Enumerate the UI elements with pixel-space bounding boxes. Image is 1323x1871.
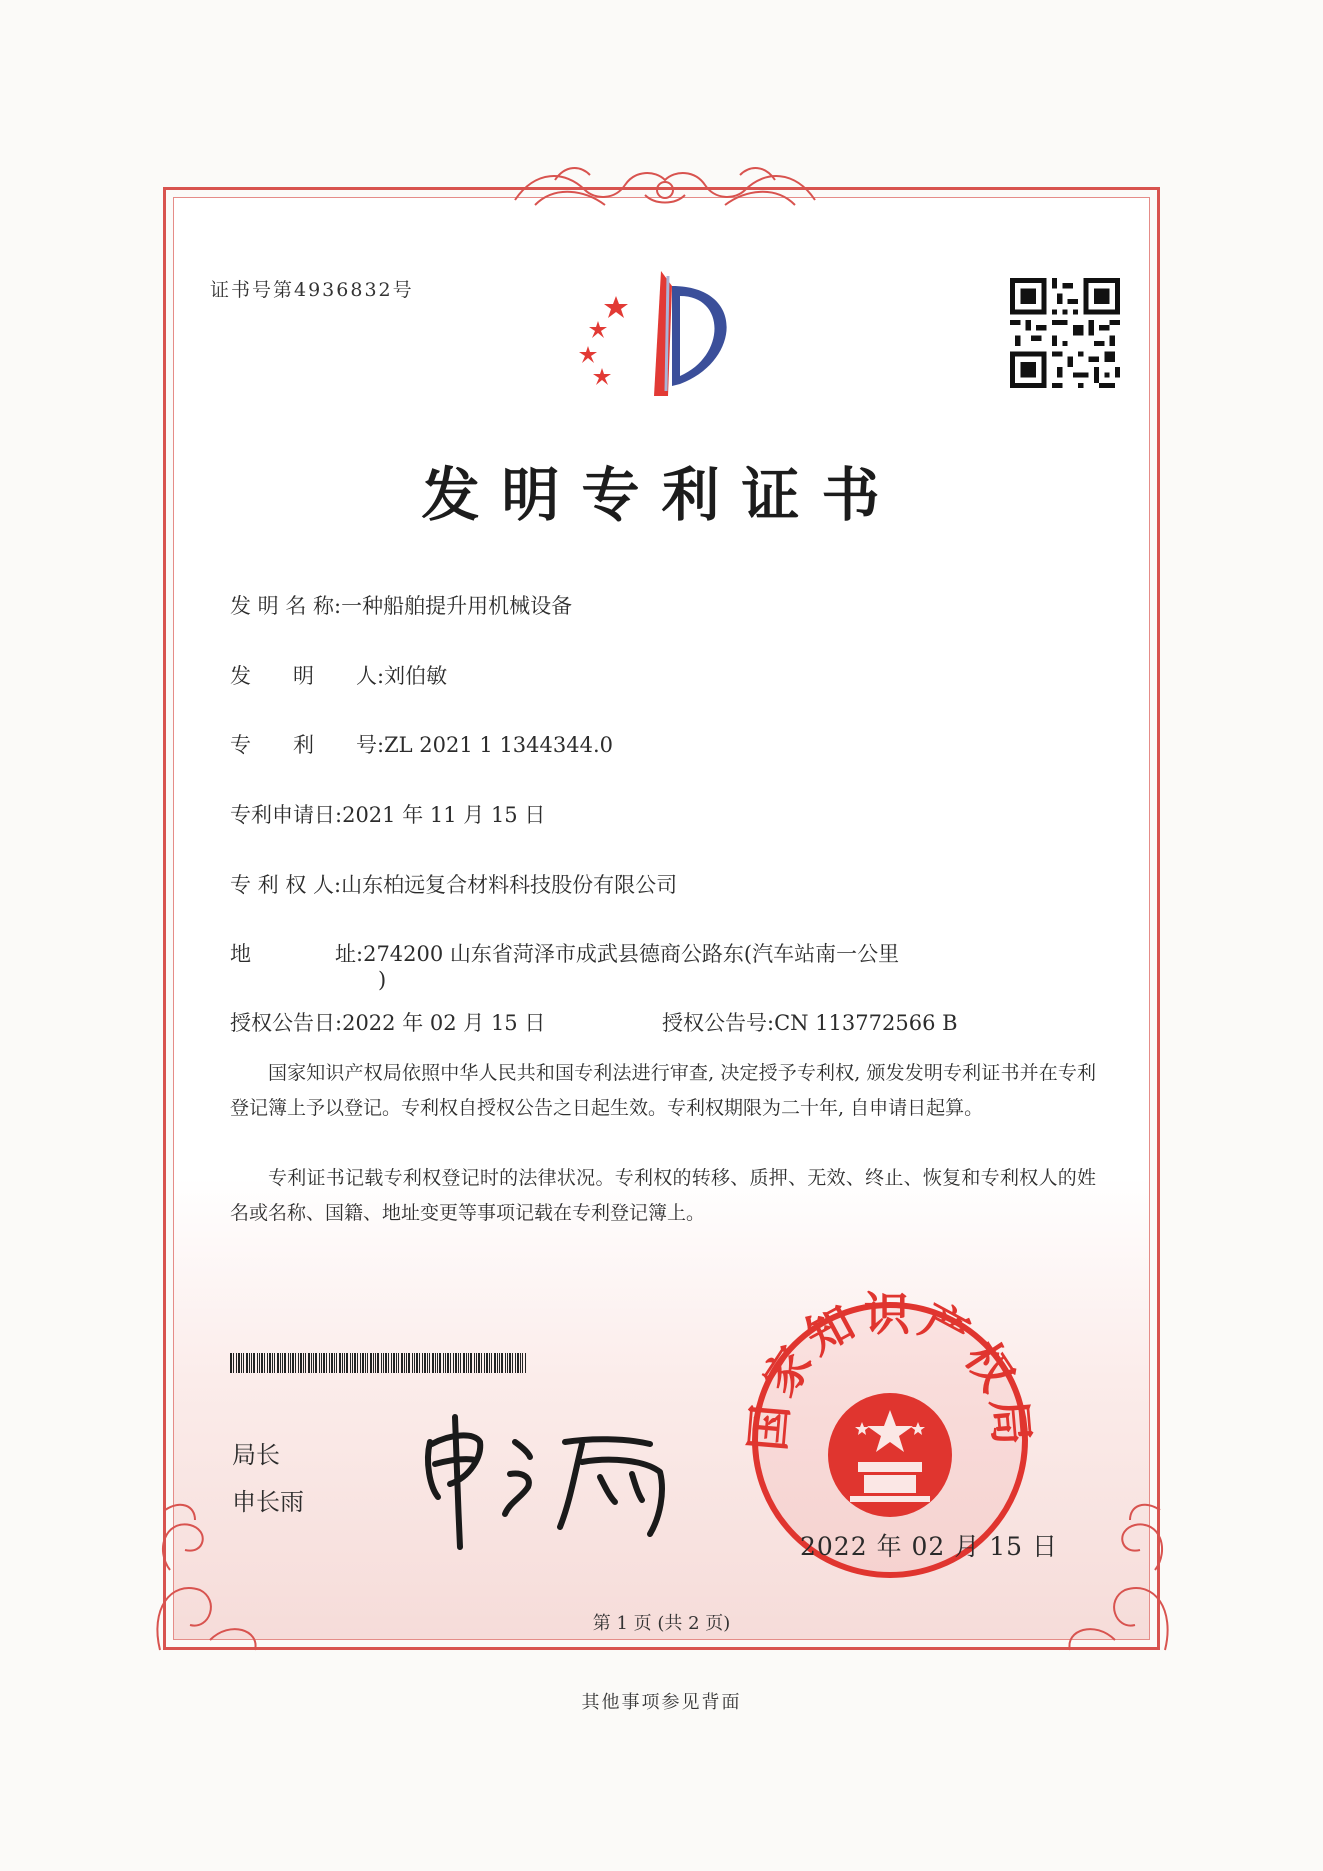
filing-date-label: 专利申请日: xyxy=(230,803,343,827)
announce-date-value: 2022 年 02 月 15 日 xyxy=(342,1011,546,1035)
patent-number-label: 专 利 号: xyxy=(230,733,385,757)
director-title: 局长 xyxy=(232,1441,280,1469)
barcode-icon xyxy=(230,1353,526,1373)
filing-date-value: 2021 年 11 月 15 日 xyxy=(342,803,546,827)
qr-code-icon xyxy=(1010,278,1120,388)
patentee-label: 专 利 权 人: xyxy=(230,873,342,897)
inventor-value: 刘伯敏 xyxy=(384,664,448,688)
certificate-number: 证书号第4936832号 xyxy=(210,279,414,301)
field-patentee xyxy=(230,869,677,899)
legal-paragraph-2: 专利证书记载专利权登记时的法律状况。专利权的转移、质押、无效、终止、恢复和专利权人的姓名或名称、国籍、地址变更等事项记载在专利登记簿上。 xyxy=(230,1167,1096,1224)
field-address xyxy=(230,938,899,968)
announce-number-value: CN 113772566 B xyxy=(774,1011,958,1035)
page-number: 第 1 页 (共 2 页) xyxy=(592,1613,731,1634)
director-name: 申长雨 xyxy=(232,1488,304,1516)
top-ornament-icon xyxy=(495,150,835,220)
certificate-title: 发明专利证书 xyxy=(421,461,902,529)
inventor-label: 发 明 人: xyxy=(230,664,385,688)
announce-number-label: 授权公告号: xyxy=(662,1011,775,1035)
field-filing-date xyxy=(230,799,545,829)
address-label: 地 址: xyxy=(230,942,364,966)
announce-date-label: 授权公告日: xyxy=(230,1011,343,1035)
seal-date: 2022 年 02 月 15 日 xyxy=(800,1532,1058,1561)
patent-logo-icon xyxy=(576,266,760,406)
seal-text: 国家知识产权局 xyxy=(740,1290,1040,1454)
field-inventor xyxy=(230,660,447,690)
address-value-line2: ) xyxy=(378,968,387,992)
invention-name-label: 发 明 名 称: xyxy=(230,594,342,618)
field-announce-number xyxy=(662,1007,958,1037)
legal-paragraph-1: 国家知识产权局依照中华人民共和国专利法进行审查, 决定授予专利权, 颁发发明专利证书并在专利登记簿上予以登记。专利权自授权公告之日起生效。专利权期限为二十年, 自申请日起算。 xyxy=(230,1062,1096,1119)
signature-icon xyxy=(410,1402,680,1552)
patentee-value: 山东柏远复合材料科技股份有限公司 xyxy=(341,873,678,897)
address-value-line1: 274200 山东省菏泽市成武县德商公路东(汽车站南一公里 xyxy=(363,942,900,966)
patent-number-value: ZL 2021 1 1344344.0 xyxy=(384,733,614,757)
field-announce-date xyxy=(230,1007,545,1037)
field-invention-name xyxy=(230,590,572,620)
field-patent-number xyxy=(230,729,613,759)
invention-name-value: 一种船舶提升用机械设备 xyxy=(341,594,573,618)
footer-note: 其他事项参见背面 xyxy=(581,1692,742,1713)
